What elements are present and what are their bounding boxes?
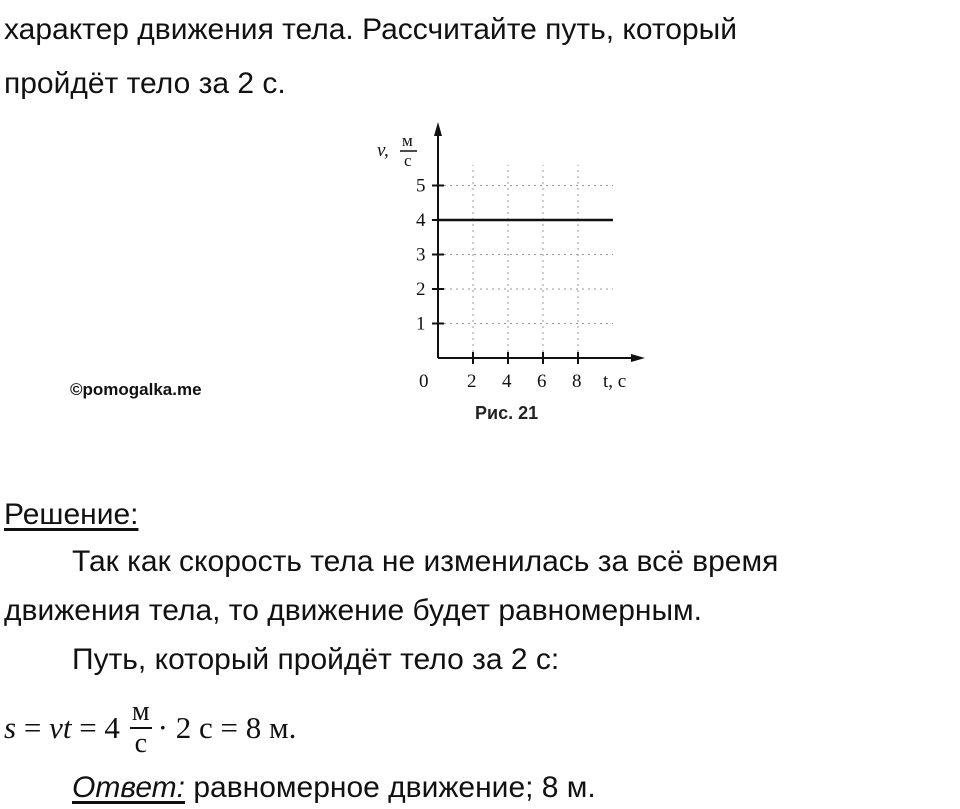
formula-s: s <box>4 710 17 745</box>
y-tick-label: 5 <box>416 175 426 197</box>
x-axis-label: t, с <box>603 371 627 392</box>
solution-p1-line2: движения тела, то движение будет равномерным. <box>4 594 702 627</box>
solution-heading: Решение: <box>4 498 139 531</box>
origin-label: 0 <box>419 371 429 392</box>
y-label-num: м <box>402 131 413 150</box>
formula-rest: · 2 с = 8 м. <box>157 710 297 745</box>
x-tick-label: 2 <box>467 371 477 392</box>
answer-label: Ответ: <box>72 771 185 804</box>
solution-p1-line1: Так как скорость тела не изменилась за всё время <box>72 545 779 578</box>
fraction-denominator: с <box>134 728 147 759</box>
y-tick-label: 2 <box>416 279 426 300</box>
fraction-numerator: м <box>131 696 150 727</box>
y-tick-label: 1 <box>416 313 426 335</box>
y-label-var: v, <box>377 140 389 161</box>
y-label-den: с <box>404 151 412 170</box>
x-axis-arrow <box>631 354 645 362</box>
answer-text: равномерное движение; 8 м. <box>185 771 596 804</box>
intro-line-1: характер движения тела. Рассчитайте путь, который <box>4 13 737 46</box>
formula-fraction <box>130 697 152 759</box>
x-tick-label: 6 <box>537 371 547 392</box>
x-tick-label: 4 <box>502 371 512 392</box>
formula-eq2: = 4 <box>71 710 120 745</box>
formula <box>4 688 296 768</box>
figure-caption: Рис. 21 <box>475 403 539 423</box>
tick-layer <box>416 176 582 393</box>
grid-layer <box>438 165 613 358</box>
chart-svg <box>355 100 655 430</box>
watermark: ©pomogalka.me <box>70 380 202 399</box>
x-tick-label: 8 <box>572 371 582 392</box>
y-tick-label: 4 <box>416 210 426 231</box>
formula-vt: vt <box>49 710 72 745</box>
solution-p2: Путь, который пройдёт тело за 2 с: <box>72 643 560 676</box>
intro-line-2: пройдёт тело за 2 с. <box>4 67 286 100</box>
y-axis-arrow <box>434 122 442 136</box>
formula-eq1: = <box>16 710 50 745</box>
velocity-time-graph <box>355 100 655 430</box>
y-tick-label: 3 <box>416 244 426 266</box>
answer-line <box>72 770 596 806</box>
